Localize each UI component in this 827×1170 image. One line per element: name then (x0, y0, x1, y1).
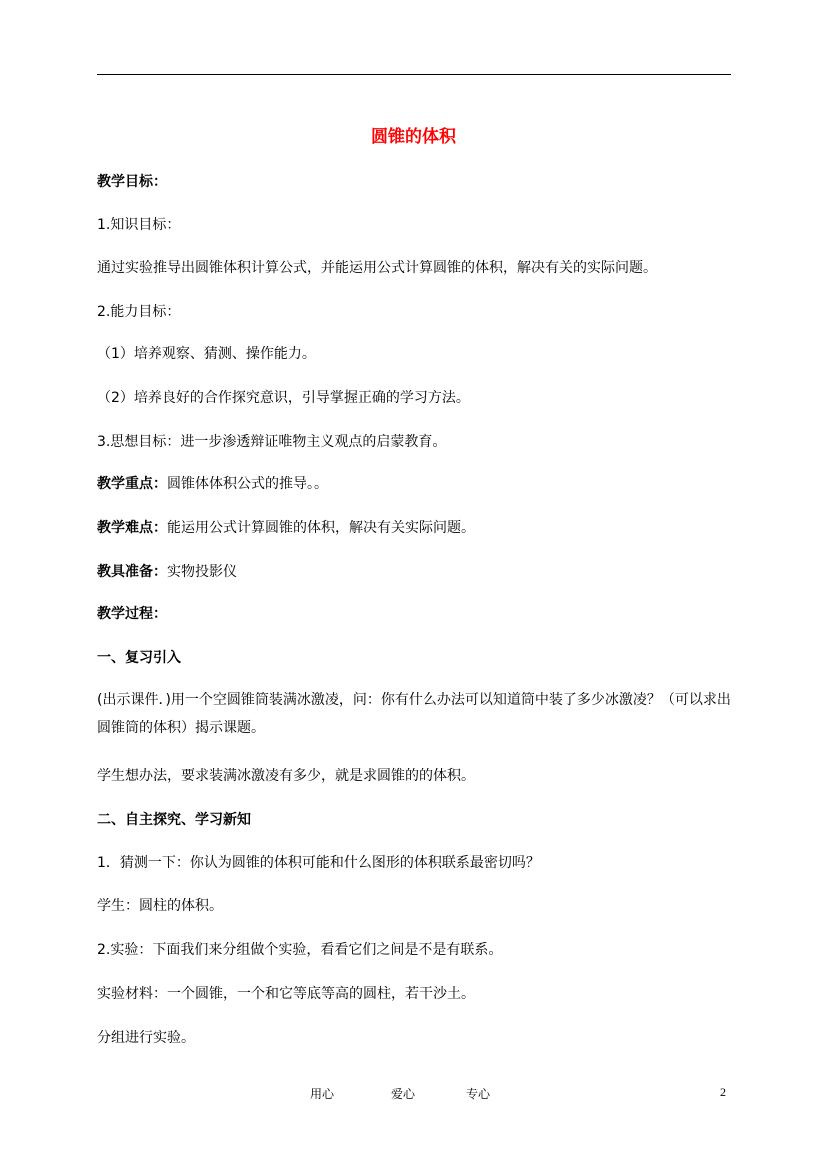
ability-item-2: （2）培养良好的合作探究意识，引导掌握正确的学习方法。 (97, 390, 470, 406)
header-rule (97, 74, 731, 75)
knowledge-text: 通过实验推导出圆锥体积计算公式，并能运用公式计算圆锥的体积，解决有关的实际问题。 (97, 260, 657, 276)
section1-heading: 一、复习引入 (97, 650, 181, 666)
footer-item-1: 用心 (310, 1087, 335, 1101)
tools (97, 562, 737, 582)
thought-goal: 3.思想目标：进一步渗透辩证唯物主义观点的启蒙教育。 (97, 434, 447, 450)
section1-paragraph-2: 学生想办法，要求装满冰激凌有多少，就是求圆锥的的体积。 (97, 768, 475, 784)
section1-paragraph-1: (出示课件．)用一个空圆锥筒装满冰激凌，问：你有什么办法可以知道筒中装了多少冰激凌？（可以求出圆锥筒的体积）揭示课题。 (97, 692, 731, 736)
difficulty-label: 教学难点： (97, 520, 167, 536)
ability-heading: 2.能力目标： (97, 304, 181, 320)
section2-materials: 实验材料：一个圆锥，一个和它等底等高的圆柱，若干沙土。 (97, 986, 475, 1002)
difficulty-point (97, 518, 737, 538)
process-heading: 教学过程： (97, 606, 167, 622)
footer-item-3: 专心 (466, 1087, 491, 1101)
difficulty-text: 能运用公式计算圆锥的体积，解决有关实际问题。 (167, 520, 475, 536)
footer-item-2: 爱心 (391, 1087, 416, 1101)
section2-question-2: 2.实验：下面我们来分组做个实验，看看它们之间是不是有联系。 (97, 942, 503, 958)
goals-heading: 教学目标： (97, 174, 167, 190)
section2-group: 分组进行实验。 (97, 1030, 195, 1046)
tools-label: 教具准备： (97, 564, 167, 580)
key-point (97, 474, 737, 494)
key-point-label: 教学重点： (97, 476, 167, 492)
section2-heading: 二、自主探究、学习新知 (97, 812, 251, 828)
page-number: 2 (720, 1085, 726, 1099)
page-title: 圆锥的体积 (371, 127, 456, 147)
knowledge-heading: 1.知识目标： (97, 217, 181, 233)
key-point-text: 圆锥体体积公式的推导。。 (167, 476, 328, 492)
ability-item-1: （1）培养观察、猜测、操作能力。 (97, 346, 316, 362)
section2-question-1: 1．猜测一下：你认为圆锥的体积可能和什么图形的体积联系最密切吗？ (97, 855, 540, 871)
tools-text: 实物投影仪 (167, 564, 237, 580)
section2-answer-1: 学生：圆柱的体积。 (97, 898, 223, 914)
